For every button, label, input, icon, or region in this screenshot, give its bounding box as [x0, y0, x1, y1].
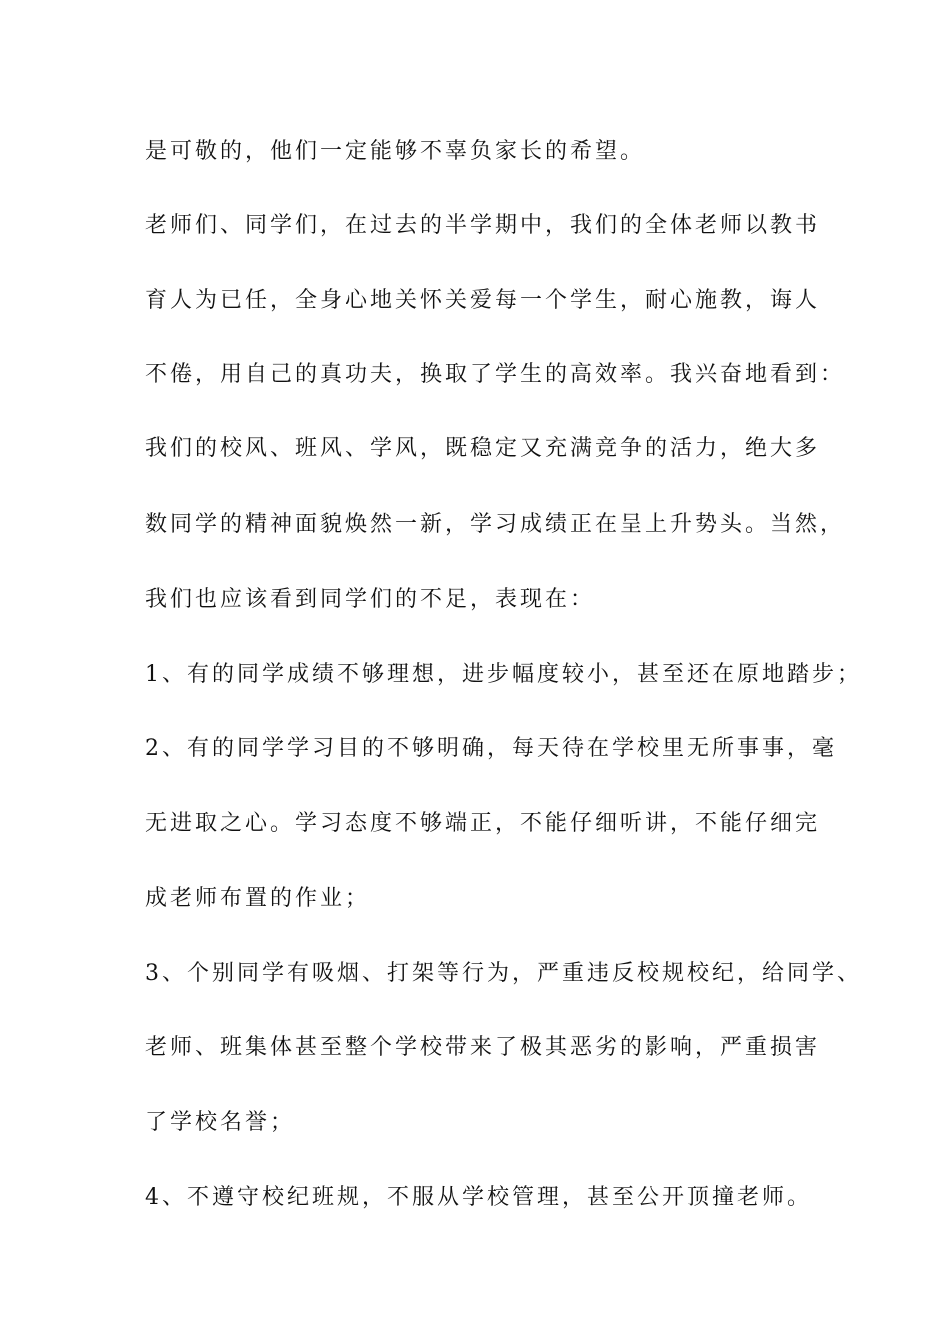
- list-item: 3、个别同学有吸烟、打架等行为，严重违反校规校纪，给同学、: [145, 961, 862, 986]
- list-item: 2、有的同学学习目的不够明确，每天待在学校里无所事事，毫: [145, 736, 837, 761]
- text-line: 无进取之心。学习态度不够端正，不能仔细听讲，不能仔细完: [145, 811, 821, 836]
- text-line: 老师们、同学们，在过去的半学期中，我们的全体老师以教书: [145, 213, 821, 238]
- list-item: 4、不遵守校纪班规，不服从学校管理，甚至公开顶撞老师。: [145, 1185, 812, 1210]
- text-line: 成老师布置的作业；: [145, 886, 371, 911]
- text-line: 数同学的精神面貌焕然一新，学习成绩正在呈上升势头。当然，: [145, 512, 846, 537]
- text-line: 我们的校风、班风、学风，既稳定又充满竞争的活力，绝大多: [145, 436, 821, 461]
- text-line: 了学校名誉；: [145, 1110, 296, 1135]
- text-line: 是可敬的，他们一定能够不辜负家长的希望。: [145, 139, 646, 164]
- text-line: 老师、班集体甚至整个学校带来了极其恶劣的影响，严重损害: [145, 1035, 821, 1060]
- text-line: 我们也应该看到同学们的不足，表现在：: [145, 587, 596, 612]
- text-line: 育人为已任，全身心地关怀关爱每一个学生，耐心施教，诲人: [145, 288, 821, 313]
- text-line: 不倦，用自己的真功夫，换取了学生的高效率。我兴奋地看到：: [145, 362, 846, 387]
- list-item: 1、有的同学成绩不够理想，进步幅度较小，甚至还在原地踏步；: [145, 662, 862, 687]
